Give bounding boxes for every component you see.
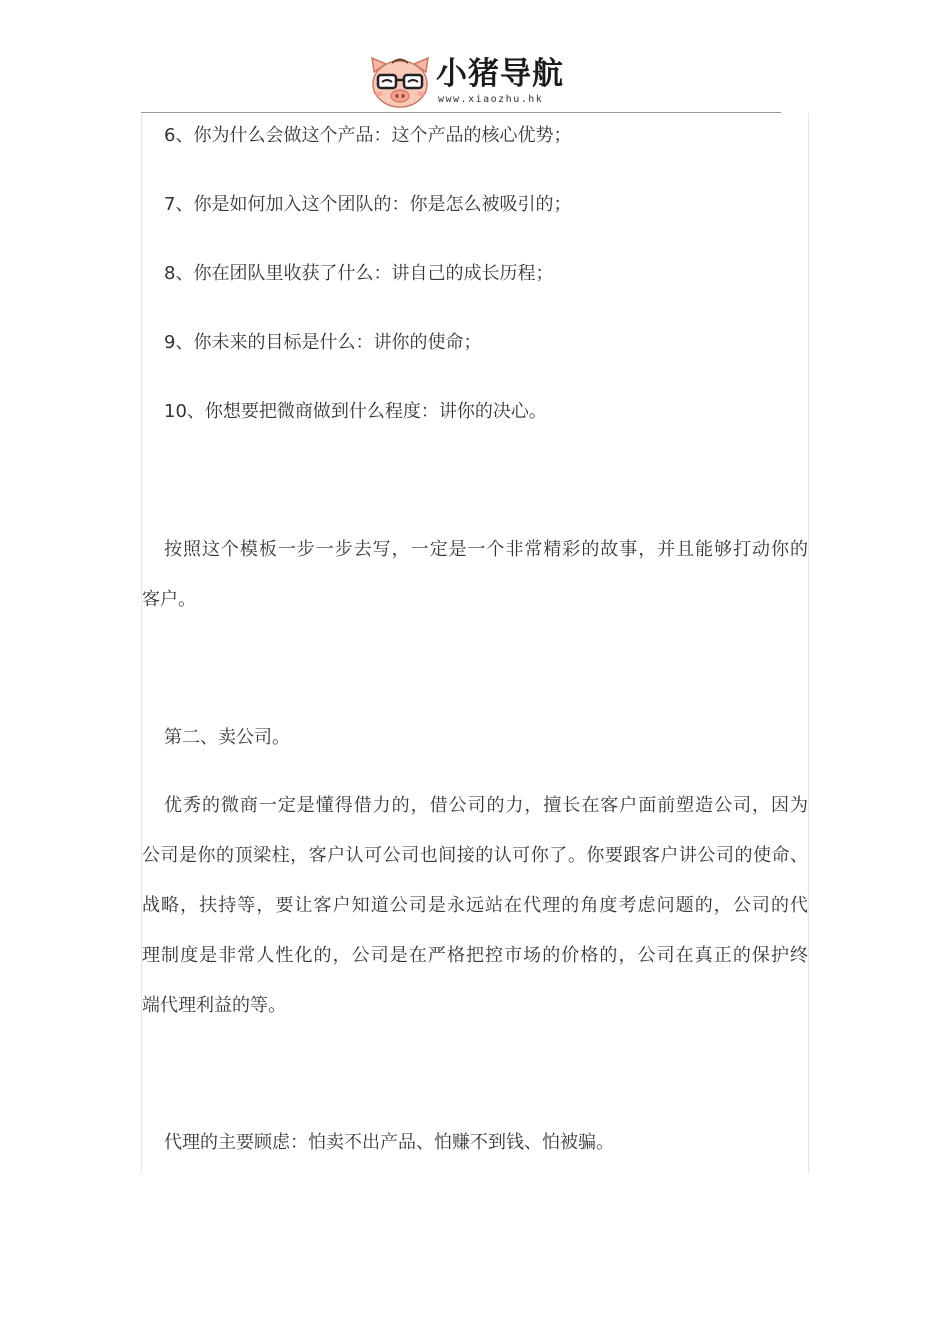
company-paragraph-line: 战略，扶持等，要让客户知道公司是永远站在代理的角度考虑问题的，公司的代 bbox=[142, 895, 808, 916]
company-paragraph-line: 优秀的微商一定是懂得借力的，借公司的力，擅长在客户面前塑造公司，因为 bbox=[164, 795, 808, 816]
list-item: 8、你在团队里收获了什么：讲自己的成长历程； bbox=[164, 263, 554, 284]
logo-url: www.xiaozhu.hk bbox=[438, 94, 544, 105]
list-item: 10、你想要把微商做到什么程度：讲你的决心。 bbox=[164, 401, 547, 422]
concerns-paragraph: 代理的主要顾虑：怕卖不出产品、怕赚不到钱、怕被骗。 bbox=[164, 1132, 614, 1153]
pig-mascot-icon bbox=[368, 54, 432, 110]
list-item: 7、你是如何加入这个团队的：你是怎么被吸引的； bbox=[164, 194, 572, 215]
page-header bbox=[0, 50, 950, 112]
list-item: 6、你为什么会做这个产品：这个产品的核心优势； bbox=[164, 125, 572, 146]
logo-title: 小猪导航 bbox=[436, 56, 564, 92]
company-paragraph-line: 公司是你的顶梁柱，客户认可公司也间接的认可你了。你要跟客户讲公司的使命、 bbox=[142, 845, 808, 866]
company-paragraph-line: 理制度是非常人性化的，公司是在严格把控市场的价格的，公司在真正的保护终 bbox=[142, 945, 808, 966]
template-paragraph-line: 按照这个模板一步一步去写，一定是一个非常精彩的故事，并且能够打动你的 bbox=[164, 539, 808, 560]
site-logo bbox=[368, 54, 564, 110]
company-paragraph-line: 端代理利益的等。 bbox=[142, 995, 286, 1016]
document-body bbox=[141, 113, 809, 1173]
list-item: 9、你未来的目标是什么：讲你的使命； bbox=[164, 332, 482, 353]
section-heading: 第二、卖公司。 bbox=[164, 727, 290, 748]
template-paragraph-line: 客户。 bbox=[142, 589, 196, 610]
